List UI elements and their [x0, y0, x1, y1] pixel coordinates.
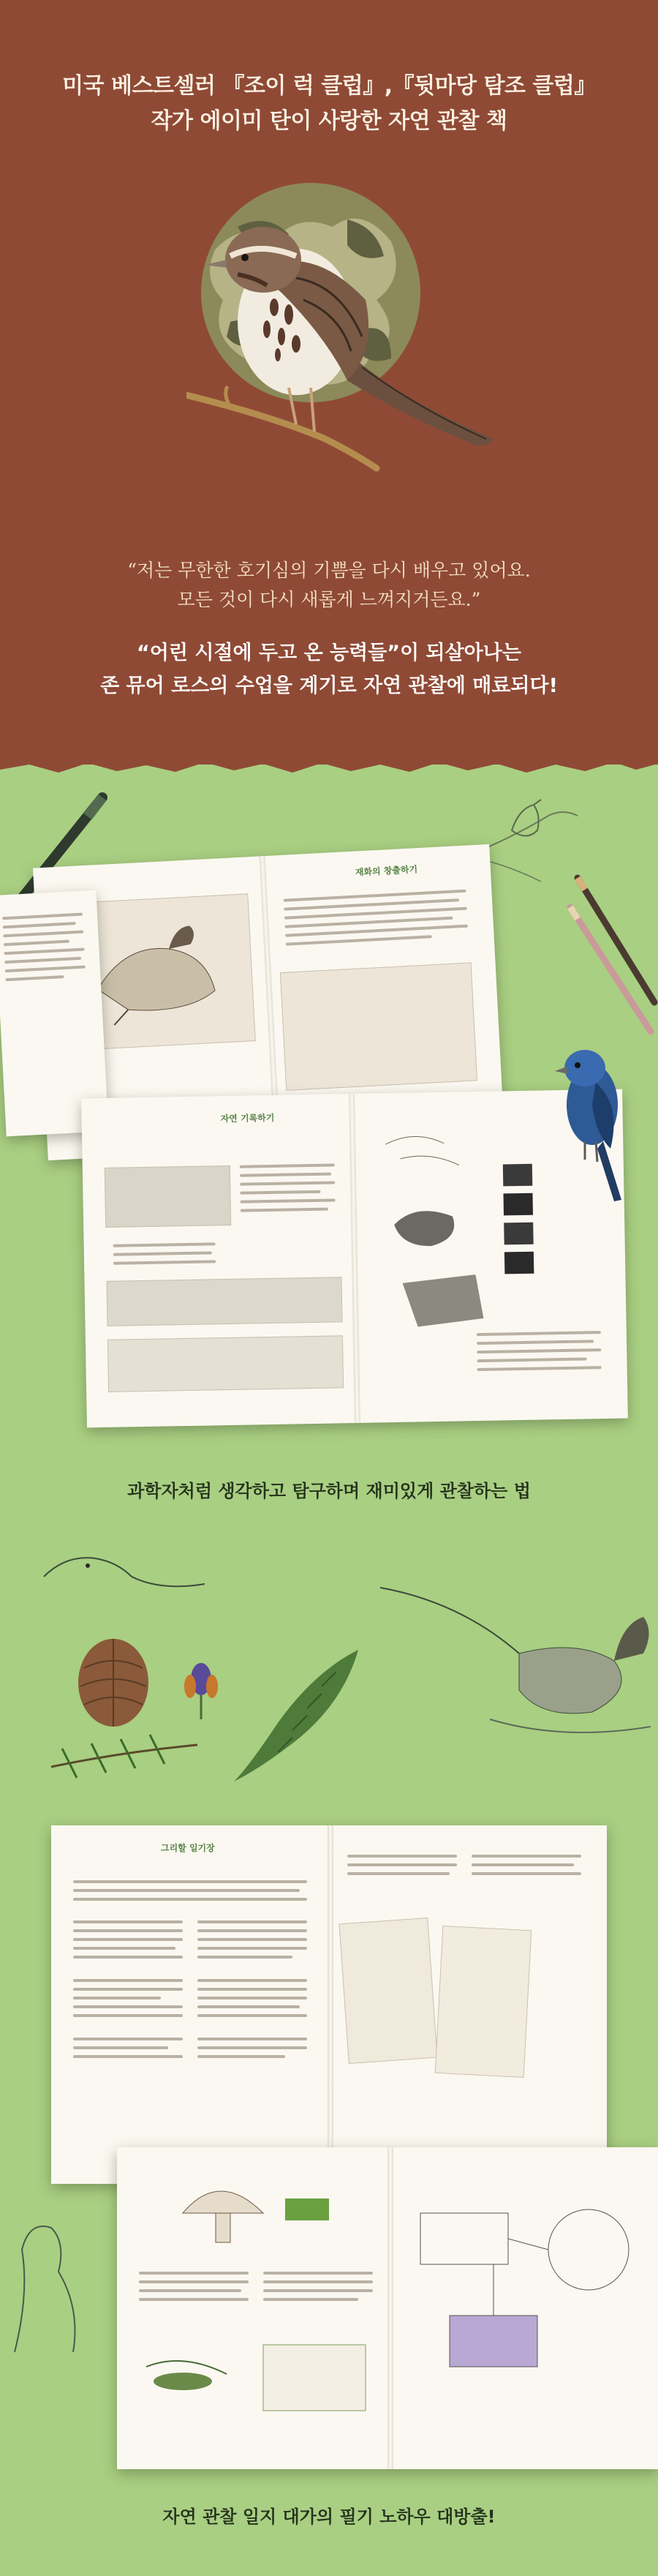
fir-branch-illustration: [48, 1730, 201, 1781]
loon-head-sketch: [37, 1525, 212, 1606]
lake-sketch: [105, 1165, 231, 1228]
torn-paper-edge: [0, 754, 658, 783]
bird-sketch-bottom-left: [0, 2206, 95, 2367]
indigo-bunting-illustration: [552, 1039, 640, 1207]
book-spread-front: [81, 1089, 628, 1428]
book-back-sketch-right: [280, 962, 477, 1090]
journal-book-heading: 그리할 일기장: [161, 1843, 215, 1853]
book-spread-journal: [51, 1825, 607, 2184]
concept-map-sketch: [406, 2169, 640, 2433]
hero-headline-line1: 미국 베스트셀러 『조이 럭 클럽』,『뒷마당 탐조 클럽』: [62, 73, 596, 99]
birds-flock-sketch: [107, 1335, 344, 1392]
hero-section: [0, 0, 658, 765]
shoreline-sketch: [106, 1277, 342, 1326]
hero-quote-line1: “저는 무한한 호기심의 기쁨을 다시 배우고 있어요.: [127, 560, 531, 581]
hero-tagline-line1: “어린 시절에 두고 온 능력들”이 되살아나는: [137, 642, 521, 664]
pinecone-illustration: [69, 1631, 157, 1734]
book-front-heading: 자연 기록하기: [220, 1112, 275, 1124]
section1-caption: 과학자처럼 생각하고 탐구하며 재미있게 관찰하는 법: [127, 1481, 531, 1501]
hero-tagline-line2: 존 뮤어 로스의 수업을 계기로 자연 관찰에 매료되다!: [100, 675, 558, 697]
flower-illustration: [168, 1653, 234, 1727]
caterpillar-sketch: [139, 2323, 373, 2433]
hero-headline-line2: 작가 에이미 탄이 사랑한 자연 관찰 책: [151, 108, 507, 134]
section2-caption: 자연 관찰 일지 대가의 필기 노하우 대방출!: [162, 2506, 496, 2527]
journal-page-note-2: [435, 1926, 532, 2078]
book-back-heading: 재화의 창출하기: [355, 864, 418, 878]
hero-quote-line2: 모든 것이 다시 새롭게 느껴지거든요.”: [177, 589, 481, 610]
mushroom-sketch: [139, 2155, 358, 2257]
pintail-duck-sketch-large: [373, 1558, 658, 1749]
book-spread-mushroom: [117, 2147, 658, 2469]
sparrow-illustration: [186, 176, 508, 519]
journal-page-note-1: [339, 1918, 437, 2064]
pencils-right-illustration: [563, 863, 658, 1039]
green-cone-illustration: [219, 1642, 366, 1789]
